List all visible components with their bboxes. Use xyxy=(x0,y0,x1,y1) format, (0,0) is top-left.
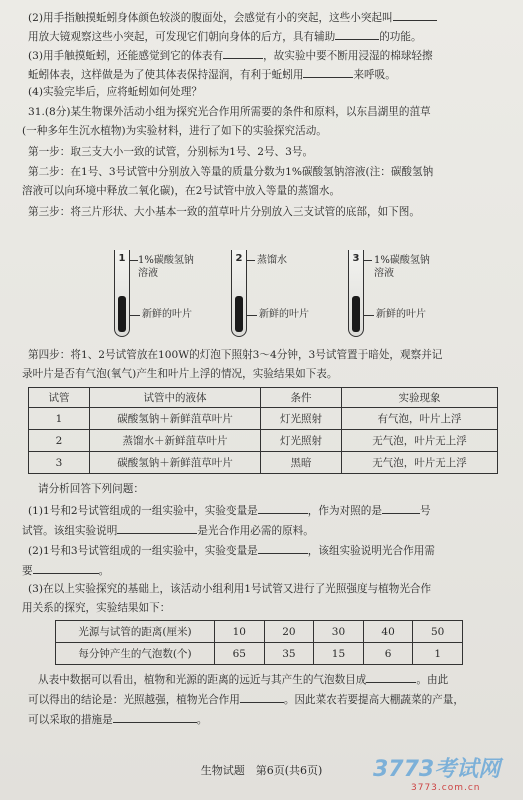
table-row-label: 光源与试管的距离(厘米) xyxy=(56,621,215,643)
table-cell: 无气泡，叶片无上浮 xyxy=(342,430,498,452)
text: 是光合作用必需的原料。 xyxy=(197,525,314,537)
text: ，作为对照的是 xyxy=(307,505,382,517)
table-cell: 碳酸氢钠＋新鲜菹草叶片 xyxy=(90,452,261,474)
conclusion-1 xyxy=(38,670,508,688)
table-cell: 无气泡，叶片无上浮 xyxy=(342,452,498,474)
step-4: 第四步：将1、2号试管放在100W的灯泡下照射3～4分钟，3号试管置于暗处，观察并记 xyxy=(28,349,443,361)
results-table xyxy=(28,387,498,474)
step-2: 第二步：在1号、3号试管中分别放入等量的质量分数为1%碳酸氢钠溶液(注：碳酸氢钠 xyxy=(28,166,434,178)
light-intensity-table xyxy=(55,620,463,665)
step-2-cont: 溶液可以向环境中释放二氧化碳)，在2号试管中放入等量的蒸馏水。 xyxy=(22,185,341,197)
tube-number: 3 xyxy=(352,253,360,264)
table-cell: 6 xyxy=(363,643,413,665)
page-footer: 生物试题 第6页(共6页) xyxy=(200,764,323,777)
table-row xyxy=(56,621,463,643)
text: (2)用手指触摸蚯蚓身体颜色较淡的腹面处，会感觉有小的突起，这些小突起叫 xyxy=(28,12,393,24)
text: 。由此 xyxy=(416,674,449,686)
table-header: 条件 xyxy=(261,388,342,408)
answer-3-cont: 用关系的探究，实验结果如下： xyxy=(22,602,171,614)
answer-blank xyxy=(33,561,99,574)
table-row xyxy=(29,452,498,474)
text: 蚯蚓体表，这样做是为了使其体表保持湿润，有利于蚯蚓用 xyxy=(28,69,304,81)
table-cell: 30 xyxy=(314,621,364,643)
table-cell: 20 xyxy=(264,621,314,643)
answer-blank xyxy=(393,8,437,21)
table-row xyxy=(29,408,498,430)
tube-number: 2 xyxy=(235,253,243,264)
answer-2-cont xyxy=(22,561,492,579)
answer-1-cont xyxy=(22,521,492,539)
text: 号 xyxy=(419,505,431,517)
text: 试管。该组实验说明 xyxy=(22,525,118,537)
test-tube-figure xyxy=(100,250,500,342)
answer-blank xyxy=(223,46,263,59)
answer-blank xyxy=(382,501,420,514)
tube-liquid-label: 1%碳酸氢钠 溶液 xyxy=(374,255,430,279)
answer-blank xyxy=(113,710,197,723)
table-cell: 15 xyxy=(314,643,364,665)
tube-leaf-label: 新鲜的叶片 xyxy=(142,309,192,320)
table-cell: 10 xyxy=(215,621,265,643)
table-cell: 40 xyxy=(363,621,413,643)
text: 。 xyxy=(98,565,110,577)
text: 来呼吸。 xyxy=(353,69,396,81)
answer-blank xyxy=(258,501,308,514)
table-cell: 2 xyxy=(29,430,90,452)
table-cell: 35 xyxy=(264,643,314,665)
text: 可以采取的措施是 xyxy=(28,714,113,726)
tube-liquid-label: 1%碳酸氢钠 溶液 xyxy=(138,255,194,279)
table-header: 试管 xyxy=(29,388,90,408)
text: ，故实验中要不断用浸湿的棉球轻擦 xyxy=(263,50,433,62)
text: 可以得出的结论是：光照越强，植物光合作用 xyxy=(28,694,240,706)
table-row xyxy=(29,430,498,452)
text: 。因此菜农若要提高大棚蔬菜的产量， xyxy=(283,694,464,706)
table-cell: 50 xyxy=(413,621,463,643)
answer-blank xyxy=(258,541,308,554)
step-1: 第一步：取三支大小一致的试管，分别标为1号、2号、3号。 xyxy=(28,146,314,158)
test-tube-3 xyxy=(348,250,364,337)
table-cell: 蒸馏水＋新鲜菹草叶片 xyxy=(90,430,261,452)
watermark-url: 3773.com.cn xyxy=(411,783,481,793)
answer-3: (3)在以上实验探究的基础上，该活动小组利用1号试管又进行了光照强度与植物光合作 xyxy=(28,583,432,595)
q-line-5: (4)实验完毕后，应将蚯蚓如何处理？ xyxy=(28,86,202,98)
table-header-row xyxy=(29,388,498,408)
leaf-shape xyxy=(352,296,360,332)
answer-blank xyxy=(240,690,284,703)
answer-blank xyxy=(366,670,416,683)
answer-2 xyxy=(28,541,498,559)
text: 的功能。 xyxy=(379,31,422,43)
text: ，该组实验说明光合作用需 xyxy=(307,545,435,557)
text: (1)1号和2号试管组成的一组实验中，实验变量是 xyxy=(28,505,258,517)
q31-intro: 31.(8分)某生物课外活动小组为探究光合作用所需要的条件和原料，以东昌湖里的菹草 xyxy=(28,106,431,118)
answer-1 xyxy=(28,501,498,519)
analysis-prompt: 请分析回答下列问题： xyxy=(38,483,144,495)
conclusion-3 xyxy=(28,710,498,728)
watermark-text: 3773考试网 xyxy=(373,757,501,782)
tube-leaf-label: 新鲜的叶片 xyxy=(376,309,426,320)
table-cell: 65 xyxy=(215,643,265,665)
text: 从表中数据可以看出，植物和光源的距离的远近与其产生的气泡数目成 xyxy=(38,674,367,686)
test-tube-2 xyxy=(231,250,247,337)
q-line-4 xyxy=(28,65,498,83)
step-3: 第三步：将三片形状、大小基本一致的菹草叶片分别放入三支试管的底部，如下图。 xyxy=(28,206,420,218)
answer-blank xyxy=(303,65,353,78)
table-cell: 碳酸氢钠＋新鲜菹草叶片 xyxy=(90,408,261,430)
q-line-3 xyxy=(28,46,498,64)
table-header: 试管中的液体 xyxy=(90,388,261,408)
table-cell: 有气泡，叶片上浮 xyxy=(342,408,498,430)
table-cell: 黑暗 xyxy=(261,452,342,474)
text: (2)1号和3号试管组成的一组实验中，实验变量是 xyxy=(28,545,258,557)
table-header: 实验现象 xyxy=(342,388,498,408)
table-cell: 灯光照射 xyxy=(261,408,342,430)
answer-blank xyxy=(117,521,197,534)
text: 用放大镜观察这些小突起，可发现它们朝向身体的后方，具有辅助 xyxy=(28,31,336,43)
table-row-label: 每分钟产生的气泡数(个) xyxy=(56,643,215,665)
tube-liquid-label: 蒸馏水 xyxy=(257,255,287,266)
answer-blank xyxy=(335,27,379,40)
table-cell: 3 xyxy=(29,452,90,474)
q-line-2 xyxy=(28,27,498,45)
q-line-1 xyxy=(28,8,498,26)
table-cell: 1 xyxy=(29,408,90,430)
table-cell: 灯光照射 xyxy=(261,430,342,452)
table-cell: 1 xyxy=(413,643,463,665)
tube-leaf-label: 新鲜的叶片 xyxy=(259,309,309,320)
leaf-shape xyxy=(235,296,243,332)
step-4-cont: 录叶片是否有气泡(氧气)产生和叶片上浮的情况，实验结果如下表。 xyxy=(22,368,338,380)
conclusion-2 xyxy=(28,690,498,708)
tube-number: 1 xyxy=(118,253,126,264)
leaf-shape xyxy=(118,296,126,332)
table-row xyxy=(56,643,463,665)
q31-intro-2: (一种多年生沉水植物)为实验材料，进行了如下的实验探究活动。 xyxy=(22,125,327,137)
text: (3)用手触摸蚯蚓，还能感觉到它的体表有 xyxy=(28,50,224,62)
text: 要 xyxy=(22,565,33,577)
text: 。 xyxy=(196,714,208,726)
test-tube-1 xyxy=(114,250,130,337)
watermark-logo xyxy=(373,752,513,792)
